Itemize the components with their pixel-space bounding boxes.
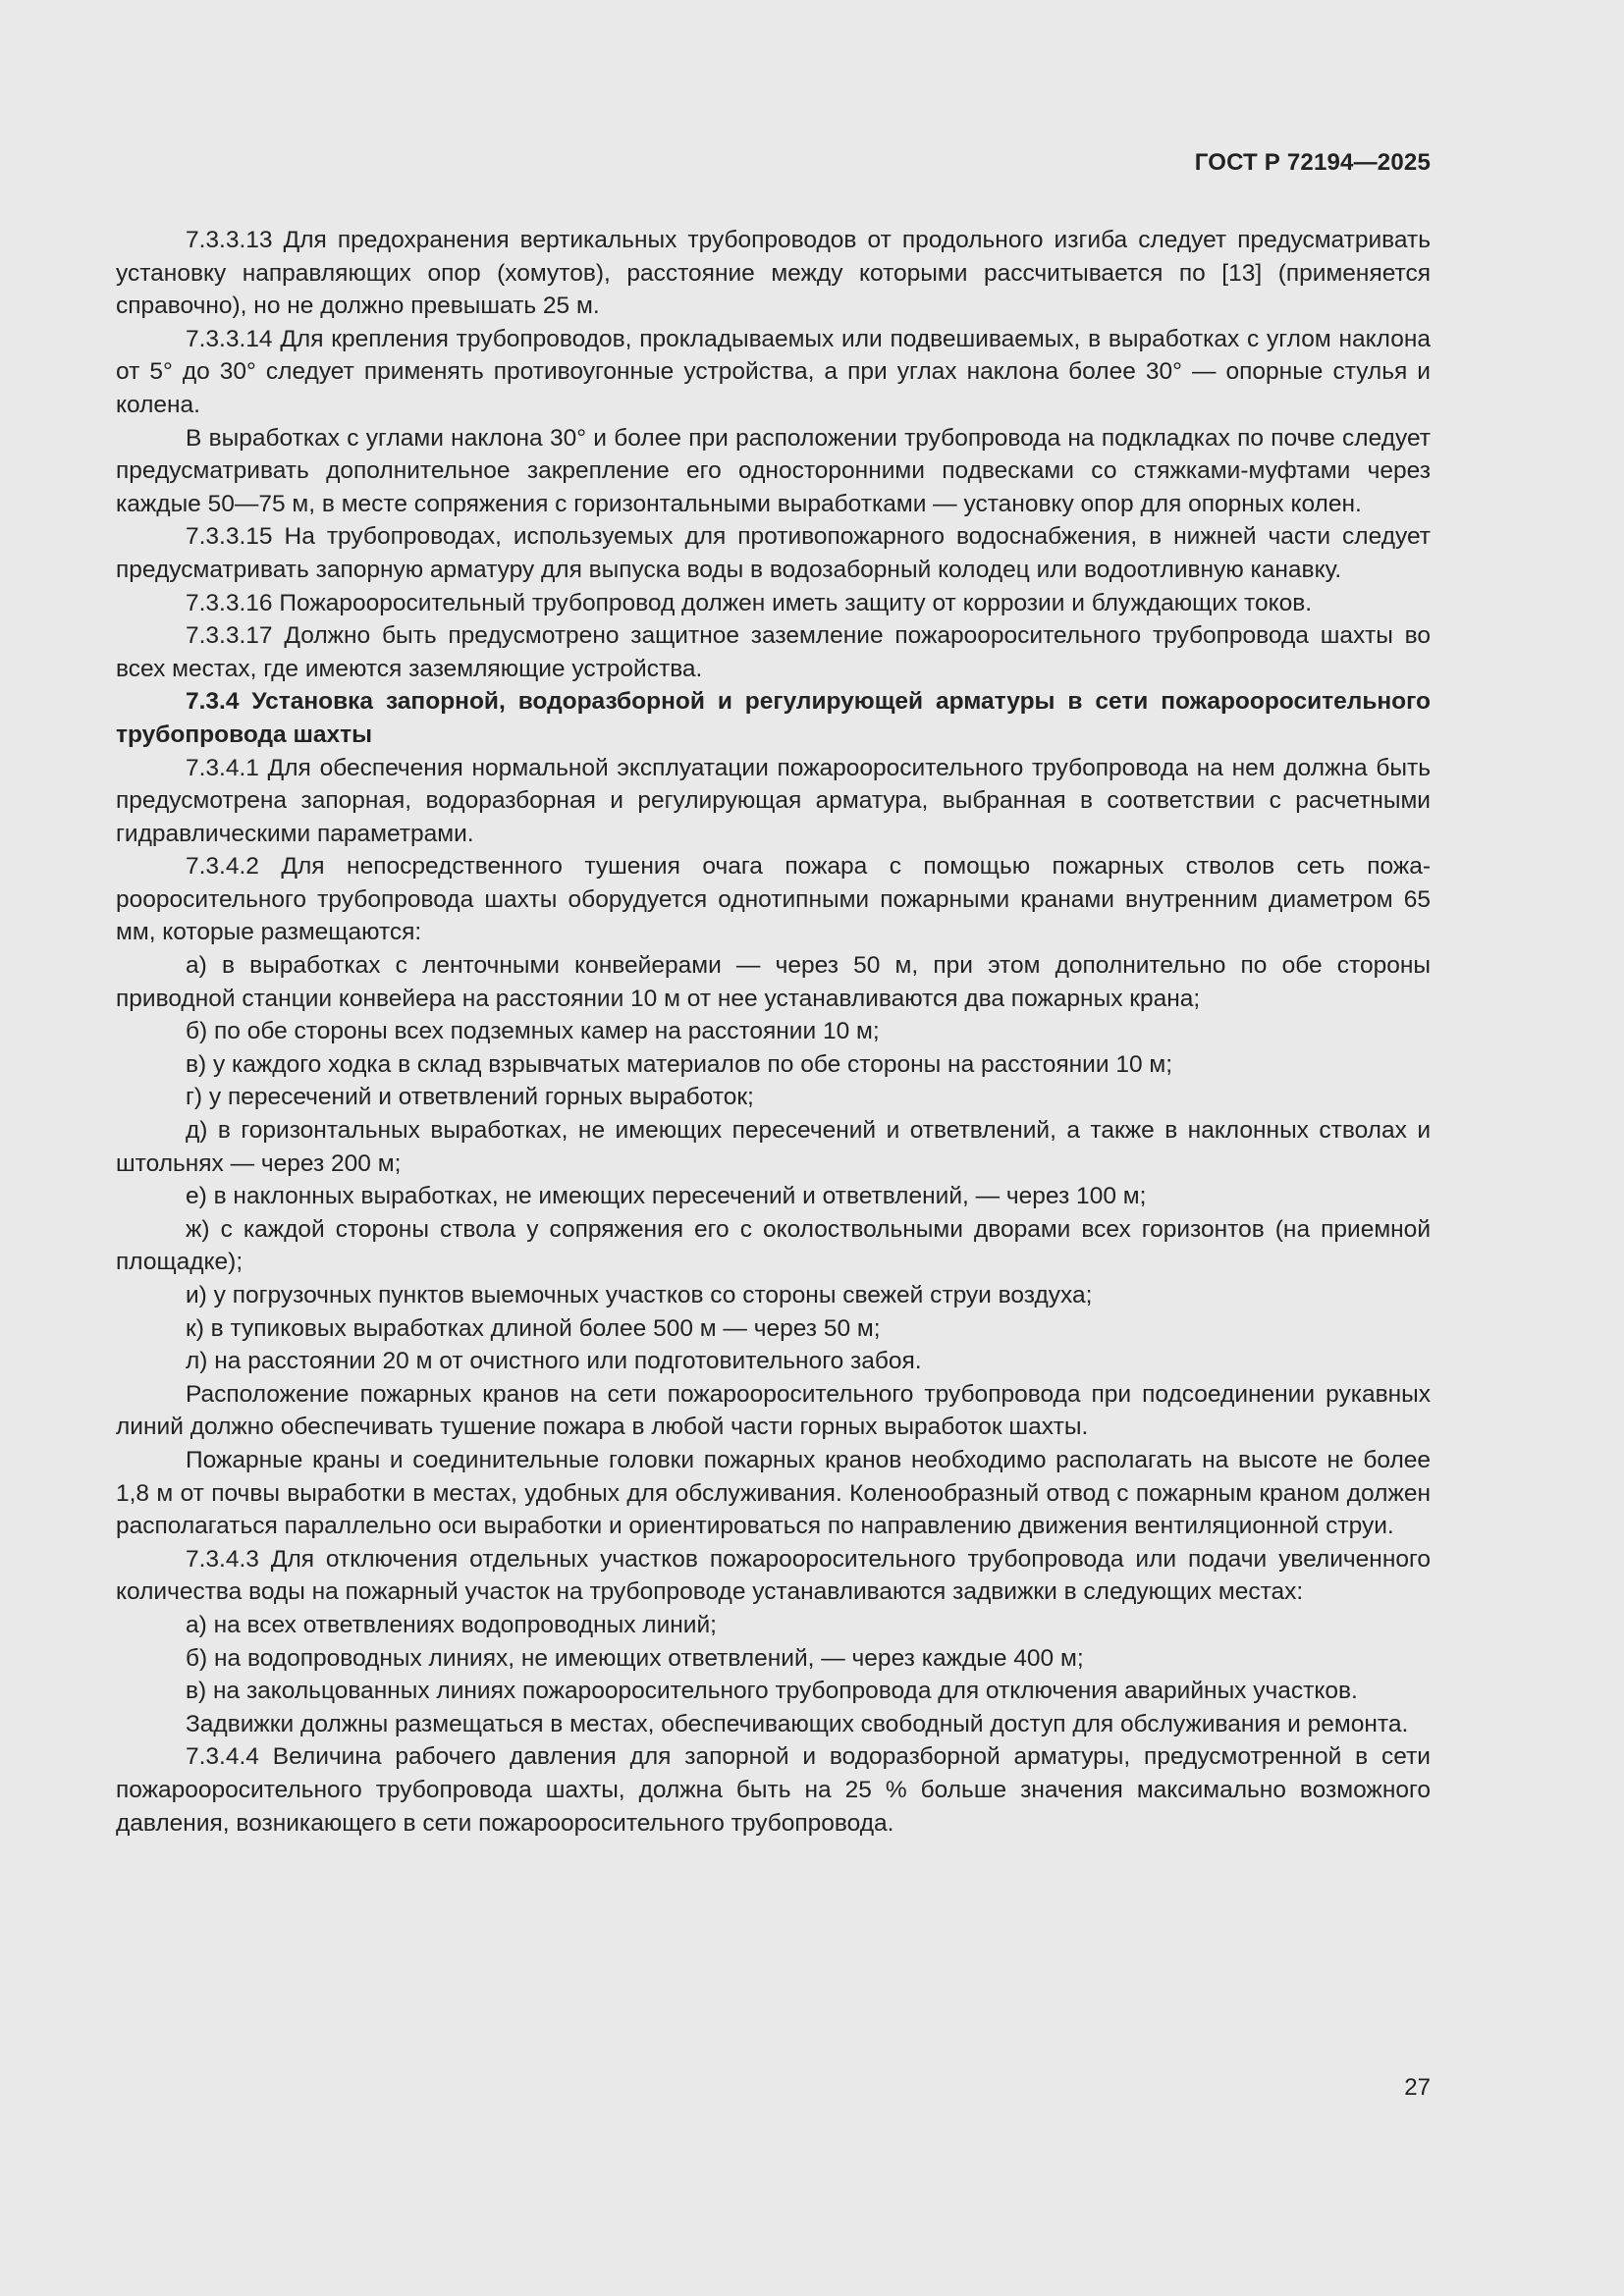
list-item: л) на расстоянии 20 м от очистного или подготовительного забоя. <box>186 1348 922 1375</box>
clause-7-3-3-17: 7.3.3.17 Должно быть предусмотрено защитное заземление пожарооросительного трубопровода шахты во всех местах, где имеются заземляющие устройства. <box>116 622 1431 682</box>
clause-7-3-4-2: 7.3.4.2 Для непосредственного тушения очага пожара с помощью пожарных стволов сеть пожарооросительного трубопровода шахты оборудуется однотипными пожарными кранами внутренним диаметром 65 мм, которые размещаются: <box>116 853 1431 946</box>
clause-7-3-4-3: 7.3.4.3 Для отключения отдельных участков пожарооросительного трубопровода или подачи увеличенного количества воды на пожарный участок на трубопроводе устанавливаются задвижки в следующих местах: <box>116 1545 1431 1606</box>
list-item: а) на всех ответвлениях водопроводных линий; <box>186 1611 717 1638</box>
paragraph: В выработках с углами наклона 30° и более при расположении трубопровода на подкладках по почве следует предусматривать дополнительное закрепление его односторонними подвесками со стяжками-муфтами через каждые 50—75 м, в месте сопряжения с горизонтальными выработками — установку опор для опорных колен. <box>116 424 1431 517</box>
clause-7-3-3-16: 7.3.3.16 Пожарооросительный трубопровод должен иметь защиту от коррозии и блуждающих токов. <box>186 589 1313 616</box>
list-item: в) у каждого ходка в склад взрывчатых материалов по обе стороны на расстоянии 10 м; <box>186 1050 1173 1078</box>
document-header: ГОСТ Р 72194—2025 <box>1194 149 1431 176</box>
paragraph: Расположение пожарных кранов на сети пожарооросительного трубопровода при подсоединении рукавных линий должно обеспечивать тушение пожара в любой части горных выработок шахты. <box>116 1380 1431 1441</box>
list-item: в) на закольцованных линиях пожарооросительного трубопровода для отключения аварийных участков. <box>186 1678 1358 1705</box>
clause-7-3-4-1: 7.3.4.1 Для обеспечения нормальной эксплуатации пожарооросительного трубопровода на нем должна быть предусмотрена запорная, водоразборная и регулирующая арматура, выбранная в соответствии с расчетными гидравлическими параметрами. <box>116 754 1431 847</box>
page-number: 27 <box>1404 2074 1431 2101</box>
list-item: ж) с каждой стороны ствола у сопряжения его с околоствольными дворами всех горизонтов (на приемной площадке); <box>116 1215 1431 1276</box>
section-heading-7-3-4: 7.3.4 Установка запорной, водоразборной и регулирующей арматуры в сети пожарооросительного трубопровода шахты <box>116 688 1431 748</box>
list-item: к) в тупиковых выработках длиной более 500 м — через 50 м; <box>186 1314 881 1342</box>
list-item: б) на водопроводных линиях, не имеющих ответвлений, — через каждые 400 м; <box>186 1644 1084 1672</box>
clause-7-3-3-14: 7.3.3.14 Для крепления трубопроводов, прокладываемых или подвешиваемых, в выработках с углом наклона от 5° до 30° следует применять противоугонные устройства, а при углах наклона более 30° — опорные стулья и колена. <box>116 325 1431 418</box>
paragraph: Задвижки должны размещаться в местах, обеспечивающих свободный доступ для обслуживания и ремонта. <box>186 1710 1409 1737</box>
list-item: е) в наклонных выработках, не имеющих пересечений и ответвлений, — через 100 м; <box>186 1183 1147 1210</box>
clause-7-3-3-13: 7.3.3.13 Для предохранения вертикальных трубопроводов от продольного изгиба следует предусматривать установку направляющих опор (хомутов), расстояние между которыми рассчитывается по [13] (применяется справочно), но не должно превышать 25 м. <box>116 227 1431 320</box>
list-item: б) по обе стороны всех подземных камер на расстоянии 10 м; <box>186 1018 880 1045</box>
list-item: а) в выработках с ленточными конвейерами — через 50 м, при этом дополнительно по обе стороны приводной станции конвейера на расстоянии 10 м от нее устанавливаются два пожарных крана; <box>116 952 1431 1012</box>
clause-7-3-3-15: 7.3.3.15 На трубопроводах, используемых для противопожарного водоснабжения, в нижней части следует предусматривать запорную арматуру для выпуска воды в водозаборный колодец или водоотливную канавку. <box>116 523 1431 583</box>
clause-7-3-4-4: 7.3.4.4 Величина рабочего давления для запорной и водоразборной арматуры, предусмотренной в сети пожарооросительного трубопровода шахты, должна быть на 25 % больше значения максимально возможного давления, возникающего в сети пожарооросительного трубопровода. <box>116 1743 1431 1837</box>
list-item: и) у погрузочных пунктов выемочных участков со стороны свежей струи воздуха; <box>186 1282 1093 1308</box>
document-body <box>116 224 1431 1840</box>
list-item: г) у пересечений и ответвлений горных выработок; <box>186 1084 754 1111</box>
list-item: д) в горизонтальных выработках, не имеющих пересечений и ответвлений, а также в наклонных стволах и штольнях — через 200 м; <box>116 1117 1431 1177</box>
paragraph: Пожарные краны и соединительные головки пожарных кранов необходимо располагать на высоте не более 1,8 м от почвы выработки в местах, удобных для обслуживания. Коленообразный отвод с пожарным краном должен располагаться параллельно оси выработки и ориентироваться по направлению движения вентиляционной струи. <box>116 1446 1431 1540</box>
